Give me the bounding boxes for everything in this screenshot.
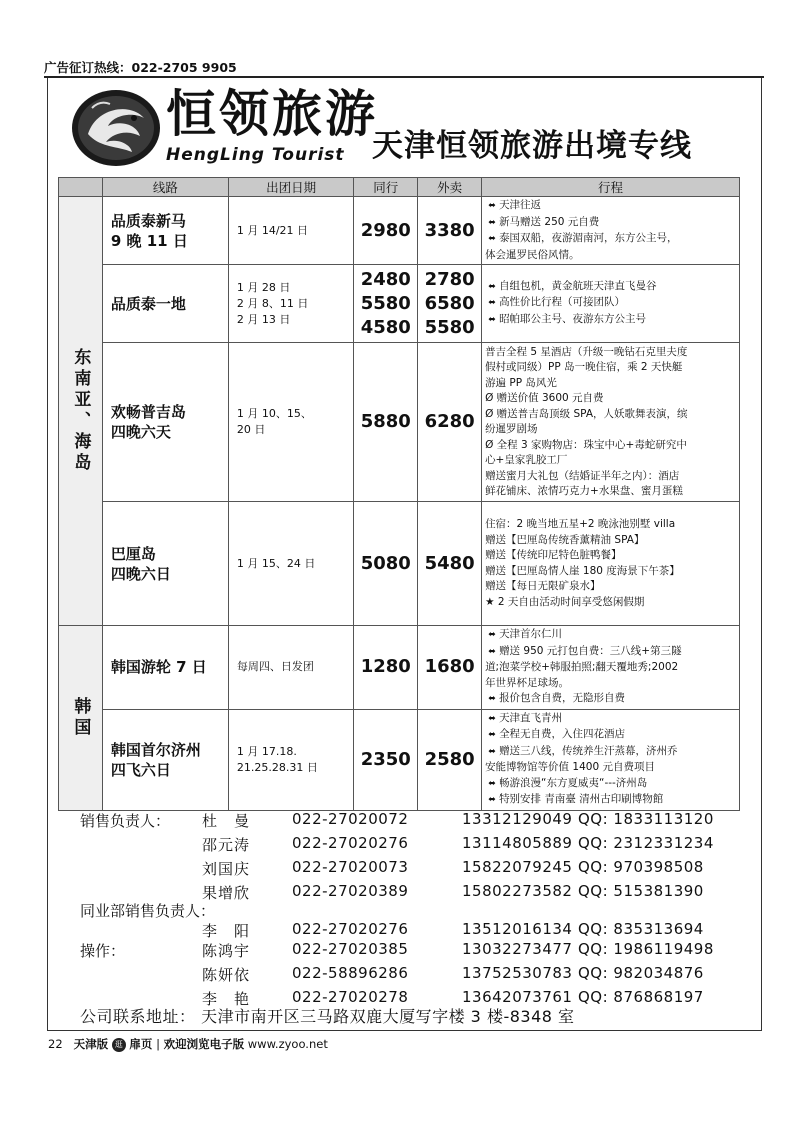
ship-bullet-icon: ⬌ [488,713,496,724]
itinerary-text: 普吉全程 5 星酒店（升级一晚钻石克里夫度 [485,345,688,358]
section-label: 扉页 [129,1037,153,1051]
table-row [59,197,740,265]
contact-mobile: 15802273582 [462,882,573,900]
contact-mobile: 13312129049 [462,810,573,828]
itinerary-line [485,312,736,329]
peer-price [354,502,418,626]
page-number: 22 [48,1037,63,1051]
itinerary-text: 特别安排 青南臺 清州古印刷博物館 [499,793,664,805]
contact-phone: 022-27020278 [292,988,409,1006]
departure-dates [228,197,353,265]
departure-date: 20 日 [236,423,266,436]
itinerary-text: 赠送蜜月大礼包（结婚证半年之内）：酒店 [485,469,680,482]
itinerary-details [482,197,740,265]
itinerary-line [485,198,736,215]
departure-date: 1 月 28 日 [236,280,291,294]
contact-mobile: 13512016134 [462,920,573,938]
contact-name: 杜 曼 [202,812,251,830]
itinerary-line [485,691,736,708]
itinerary-text: 全程无自费，入住四花酒店 [499,728,626,740]
ship-bullet-icon: ⬌ [488,694,496,704]
edition-label: 天津版 [73,1037,109,1051]
contact-name: 果增欣 [202,884,251,902]
itinerary-text: 新马赠送 250 元自费 [499,215,600,228]
itinerary-text: 高性价比行程（可接团队） [499,296,626,309]
price-value: 2480 [360,268,411,290]
itinerary-text: 鲜花铺床、浓情巧克力+水果盘、蜜月蛋糕 [485,485,683,497]
itinerary-text: 赠送 950 元打包自费：三八线+第三隧 [499,644,682,657]
contact-phone: 022-27020072 [292,810,409,828]
itinerary-text: 住宿：2 晚当地五星+2 晚泳池别墅 villa [485,518,676,530]
itinerary-text: 心+皇家乳胶工厂 [485,454,568,466]
price-value: 6580 [424,292,475,314]
contact-name: 李 阳 [202,922,251,940]
col-route: 线路 [102,178,228,197]
table-row [59,265,740,343]
itinerary-text: 安能博物馆等价值 1400 元自费项目 [485,761,655,773]
retail-price [418,265,482,343]
itinerary-line [485,564,736,580]
price-value: 4580 [360,316,411,338]
ship-bullet-icon: ⬌ [488,630,496,640]
itinerary-text: Ø 赠送普吉岛顶级 SPA，人妖歌舞表演，缤 [485,407,688,420]
departure-date: 1 月 14/21 日 [236,223,309,237]
ship-bullet-icon: ⬌ [488,234,496,244]
brand-badge-icon: 逛 [112,1038,126,1052]
region-southeast-asia: 东南亚、海岛 [59,197,103,626]
contact-qq: QQ: 876868197 [578,988,704,1006]
itinerary-text: 道;泡菜学校+韩服拍照;翻天覆地秀;2002 [485,661,679,673]
contact-role: 操作： [80,942,126,960]
price-value: 6280 [424,411,475,432]
region-korea: 韩国 [59,626,103,811]
itinerary-line [485,279,736,296]
itinerary-line [485,453,736,469]
table-row [59,502,740,626]
itinerary-text: 赠送【传统印尼特色脏鸭餐】 [485,549,622,561]
contact-phone: 022-27020385 [292,940,409,958]
contact-phone: 022-27020389 [292,882,409,900]
price-value: 5480 [424,552,475,574]
route-name-line: 欢畅普吉岛 [110,403,186,421]
price-value: 2980 [360,219,411,241]
itinerary-line [485,422,736,438]
contact-name: 刘国庆 [202,860,251,878]
price-value: 2350 [360,748,411,770]
itinerary-line [485,248,736,264]
peer-price [354,626,418,710]
itinerary-text: 年世界杯足球场。 [485,676,570,689]
contact-mobile: 13114805889 [462,834,573,852]
route-name-line: 品质泰新马 [110,211,186,230]
itinerary-line [485,391,736,407]
itinerary-text: 昭帕耶公主号、夜游东方公主号 [499,312,647,325]
route-name [102,626,228,710]
retail-price [418,197,482,265]
departure-dates [228,502,353,626]
route-name-line: 韩国游轮 7 日 [110,658,207,677]
itinerary-line [485,548,736,564]
col-peer-price: 同行 [354,178,418,197]
contact-name: 李 艳 [202,990,251,1008]
retail-price [418,502,482,626]
col-dates: 出团日期 [228,178,353,197]
itinerary-line [485,215,736,232]
itinerary-text: 自组包机，黄金航班天津直飞曼谷 [499,279,657,292]
contact-name: 陈妍依 [202,966,251,984]
ship-bullet-icon: ⬌ [488,314,496,325]
contact-qq: QQ: 1986119498 [578,940,714,958]
contact-qq: QQ: 1833113120 [578,810,714,828]
contact-name: 陈鸿宇 [202,942,251,960]
departure-date: 1 月 10、15、 [236,407,312,420]
ad-hotline: 广告征订热线：022-2705 9905 [44,60,237,75]
contact-phone: 022-27020276 [292,920,409,938]
itinerary-text: 天津首尔仁川 [499,628,563,640]
dragon-logo-icon [70,88,162,168]
itinerary-text: Ø 赠送价值 3600 元自费 [485,392,604,404]
company-address: 公司联系地址： 天津市南开区三马路双鹿大厦写字楼 3 楼-8348 室 [80,1007,575,1026]
contact-mobile: 13642073761 [462,988,573,1006]
contact-qq: QQ: 970398508 [578,858,704,876]
departure-date: 2 月 13 日 [236,312,291,326]
table-header-row [59,178,740,197]
departure-date: 每周四、日发团 [236,660,314,674]
contact-qq: QQ: 835313694 [578,920,704,938]
brand-name-cn: 恒领旅游 [166,85,378,143]
route-duration: 四飞六日 [110,760,171,779]
itinerary-text: 体会暹罗民俗风情。 [485,248,580,261]
price-value: 5080 [360,552,411,574]
itinerary-text: 畅游浪漫“东方夏威夷“---济州岛 [499,776,648,789]
contact-phone: 022-27020073 [292,858,409,876]
itinerary-text: 报价包含自费，无隐形自费 [499,692,626,704]
price-value: 5880 [360,411,411,432]
itinerary-line [485,792,736,809]
table-row [59,709,740,810]
route-name [102,265,228,343]
itinerary-text: 泰国双船，夜游湄南河，东方公主号， [499,232,678,244]
peer-price [354,343,418,502]
itinerary-line [485,676,736,692]
itinerary-text: 赠送三八线，传统养生汗蒸幕，济州乔 [499,744,678,757]
departure-dates [228,709,353,810]
price-value: 3380 [424,219,475,241]
price-value: 1280 [360,656,411,678]
itinerary-text: 游遍 PP 岛风光 [485,376,557,389]
itinerary-line [485,744,736,761]
itinerary-text: 天津往返 [499,199,542,211]
itinerary-line [485,776,736,793]
itinerary-text: 纷暹罗剧场 [485,423,538,435]
itinerary-text: ★ 2 天自由活动时间享受悠闲假期 [485,595,645,608]
route-name-line: 韩国首尔济州 [110,740,201,759]
ship-bullet-icon: ⬌ [488,746,496,757]
itinerary-line [485,627,736,644]
itinerary-line [485,231,736,248]
route-duration: 四晚六日 [110,564,171,583]
itinerary-details [482,709,740,810]
itinerary-text: Ø 全程 3 家购物店：珠宝中心+毒蛇研究中 [485,438,687,451]
contact-role: 同业部销售负责人： [80,902,216,920]
route-name [102,343,228,502]
itinerary-line [485,517,736,533]
contact-qq: QQ: 2312331234 [578,834,714,852]
itinerary-line [485,376,736,392]
routes-table [58,177,740,811]
itinerary-line [485,438,736,454]
itinerary-line [485,469,736,485]
itinerary-details [482,343,740,502]
ship-bullet-icon: ⬌ [488,730,496,740]
itinerary-text: 假村或同级）PP 岛一晚住宿，乘 2 天快艇 [485,361,683,373]
itinerary-text: 赠送【巴厘岛情人崖 180 度海景下午茶】 [485,564,680,577]
departure-date: 1 月 17.18. [236,744,297,758]
itinerary-line [485,407,736,423]
ship-bullet-icon: ⬌ [488,281,496,292]
table-row [59,626,740,710]
itinerary-details [482,502,740,626]
contact-name: 邵元涛 [202,836,251,854]
ship-bullet-icon: ⬌ [488,795,496,805]
itinerary-line [485,660,736,676]
itinerary-line [485,644,736,661]
contact-qq: QQ: 982034876 [578,964,704,982]
itinerary-text: 赠送【每日无限矿泉水】 [485,580,601,592]
region-header [59,178,103,197]
contact-mobile: 15822079245 [462,858,573,876]
contact-qq: QQ: 515381390 [578,882,704,900]
itinerary-line [485,727,736,744]
departure-date: 2 月 8、11 日 [236,296,309,310]
contact-role: 销售负责人： [80,812,171,830]
itinerary-text: 赠送【巴厘岛传统香薰精油 SPA】 [485,533,645,546]
route-name-line: 巴厘岛 [110,544,156,563]
itinerary-line [485,360,736,376]
peer-price [354,197,418,265]
footer-separator: | [156,1037,160,1051]
ship-bullet-icon: ⬌ [488,646,496,657]
footer-tagline: 欢迎浏览电子版 [163,1037,245,1051]
price-value: 1680 [424,656,475,678]
price-value: 5580 [360,292,411,314]
itinerary-text: 天津直飞青州 [499,711,563,724]
retail-price [418,626,482,710]
itinerary-line [485,484,736,500]
brand-name-en: HengLing Tourist [166,145,345,165]
itinerary-line [485,345,736,361]
ship-bullet-icon: ⬌ [488,298,496,309]
ship-bullet-icon: ⬌ [488,778,496,789]
itinerary-line [485,579,736,595]
table-row [59,343,740,502]
retail-price [418,709,482,810]
contact-phone: 022-27020276 [292,834,409,852]
contact-mobile: 13032273477 [462,940,573,958]
price-value: 2780 [424,268,475,290]
route-name-line: 品质泰一地 [110,294,186,313]
footer-website[interactable]: www.zyoo.net [247,1037,328,1051]
contact-mobile: 13752530783 [462,964,573,982]
route-duration: 9 晚 11 日 [110,231,188,250]
itinerary-line [485,295,736,312]
itinerary-line [485,595,736,611]
price-value: 2580 [424,748,475,770]
itinerary-line [485,711,736,728]
page-footer [48,1036,328,1052]
ship-bullet-icon: ⬌ [488,201,496,211]
route-name [102,502,228,626]
departure-dates [228,343,353,502]
col-itinerary: 行程 [482,178,740,197]
departure-date: 1 月 15、24 日 [236,556,316,570]
peer-price [354,709,418,810]
price-value: 5580 [424,316,475,338]
route-duration: 四晚六天 [110,423,171,441]
retail-price [418,343,482,502]
route-name [102,709,228,810]
departure-date: 21.25.28.31 日 [236,760,318,774]
itinerary-details [482,265,740,343]
peer-price [354,265,418,343]
contact-phone: 022-58896286 [292,964,409,982]
ship-bullet-icon: ⬌ [488,217,496,228]
route-name [102,197,228,265]
page-headline: 天津恒领旅游出境专线 [372,128,692,164]
departure-dates [228,626,353,710]
departure-dates [228,265,353,343]
itinerary-details [482,626,740,710]
itinerary-line [485,760,736,776]
col-retail-price: 外卖 [418,178,482,197]
itinerary-line [485,533,736,549]
